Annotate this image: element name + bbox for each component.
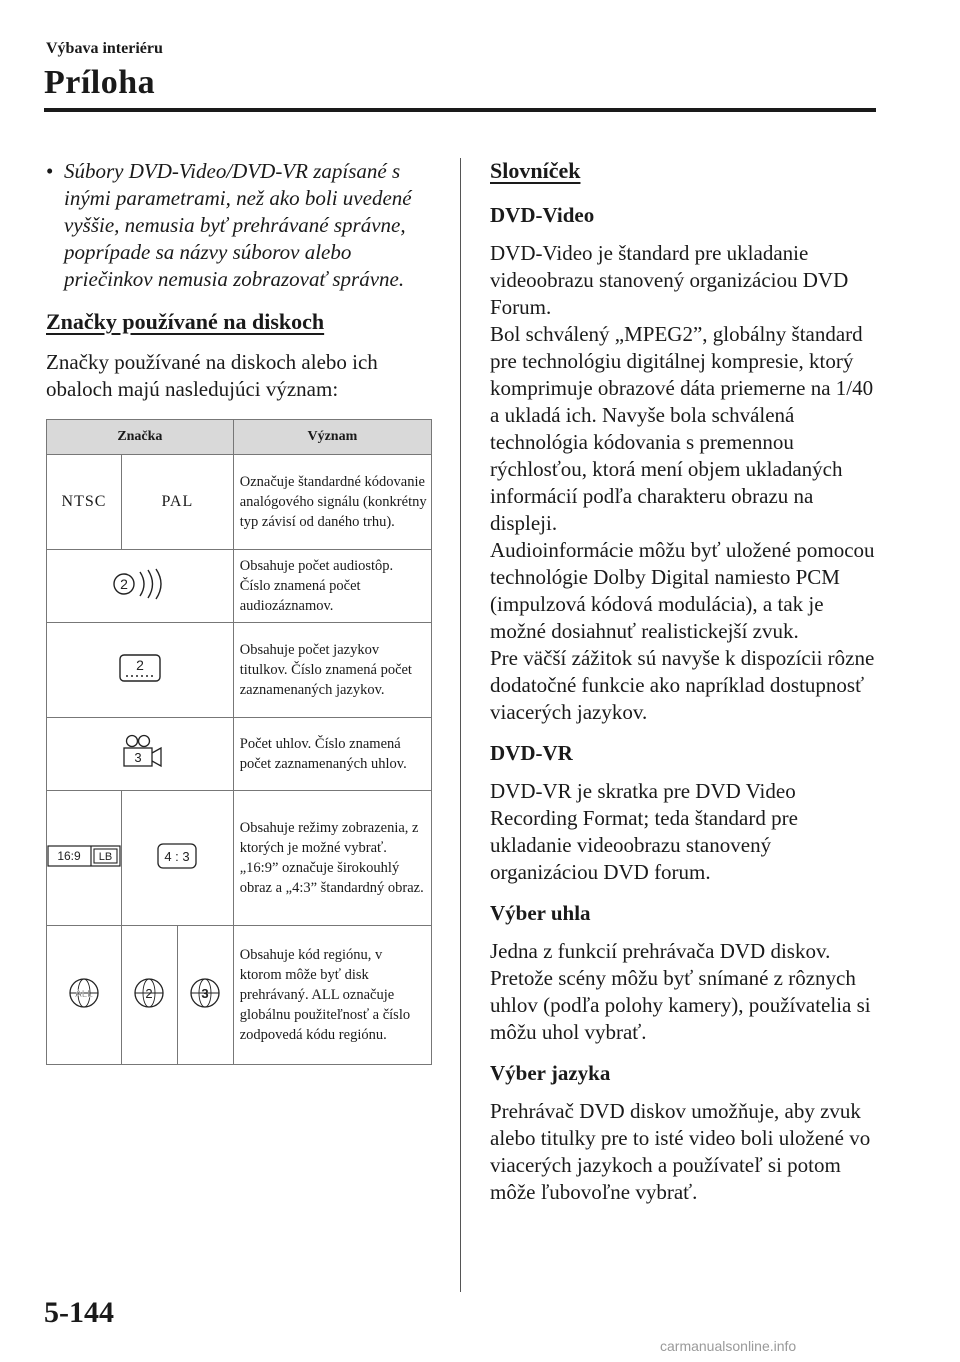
definition-angle-selection: Jedna z funkcií prehrávača DVD diskov. Pretože scény môžu byť snímané z rôznych uhlov (podľa polohy kamery), používatelia si môžu uhol vybrať.	[490, 939, 871, 1044]
table-cell-meaning: Obsahuje kód regiónu, v ktorom môže byť disk prehrávaný. ALL označuje globálnu použiteľnosť a číslo zodpovedá kódu regiónu.	[233, 926, 431, 1065]
watermark: carmanualsonline.info	[660, 1338, 797, 1354]
table-row	[47, 791, 432, 926]
svg-text:16:9: 16:9	[57, 848, 81, 863]
marks-heading: Značky používané na diskoch	[46, 309, 325, 334]
header-rule	[44, 108, 876, 112]
svg-text:2: 2	[135, 656, 144, 673]
term-dvd-vr: DVD-VR	[490, 741, 573, 765]
table-cell-meaning: Obsahuje počet jazykov titulkov. Číslo znamená počet zaznamenaných jazykov.	[233, 623, 431, 718]
pal-mark: PAL	[122, 455, 234, 550]
term-language-selection: Výber jazyka	[490, 1061, 611, 1085]
region-all-icon	[47, 926, 122, 1065]
definition-language-selection: Prehrávač DVD diskov umožňuje, aby zvuk alebo titulky pre to isté video boli uložené vo viacerých jazykoch a používateľ si potom môže ľubovoľne vybrať.	[490, 1099, 871, 1204]
left-column	[46, 158, 436, 1065]
bullet-note	[46, 158, 436, 293]
right-column	[490, 158, 880, 1206]
svg-text:2: 2	[145, 985, 154, 1001]
bullet-note-text: Súbory DVD-Video/DVD-VR zapísané s inými parametrami, než ako boli uvedené vyššie, nemusia byť prehrávané správne, poprípade sa názvy súborov alebo priečinkov nemusia zobrazovať správne.	[64, 159, 412, 291]
page-number: 5-144	[44, 1296, 114, 1329]
term-angle-selection: Výber uhla	[490, 901, 591, 925]
widescreen-letterbox-icon	[47, 791, 122, 926]
table-header-meaning: Význam	[233, 420, 431, 455]
term-dvd-video: DVD-Video	[490, 203, 595, 227]
table-row	[47, 550, 432, 623]
svg-text:4 : 3: 4 : 3	[164, 848, 191, 864]
page-title: Príloha	[44, 64, 156, 101]
marks-table	[46, 419, 432, 1065]
marks-intro: Značky používané na diskoch alebo ich obaloch majú nasledujúci význam:	[46, 350, 378, 401]
table-row	[47, 623, 432, 718]
standard-4-3-icon	[122, 791, 234, 926]
table-header-mark: Značka	[47, 420, 234, 455]
svg-text:ALL: ALL	[75, 988, 93, 1000]
table-cell-meaning: Označuje štandardné kódovanie analógového signálu (konkrétny typ závisí od daného trhu).	[233, 455, 431, 550]
ntsc-mark: NTSC	[47, 455, 122, 550]
table-cell-meaning: Počet uhlov. Číslo znamená počet zaznamenaných uhlov.	[233, 718, 431, 791]
svg-text:LB: LB	[98, 850, 113, 863]
region-3-icon	[177, 926, 233, 1065]
table-row	[47, 455, 432, 550]
svg-text:2: 2	[119, 575, 128, 592]
svg-text:3: 3	[201, 985, 209, 1001]
region-2-icon	[122, 926, 178, 1065]
definition-dvd-video: DVD-Video je štandard pre ukladanie videoobrazu stanovený organizáciou DVD Forum. Bol schválený „MPEG2”, globálny štandard pre technológiu digitálnej kompresie, ktorý komprimuje obrazové dáta priemerne na 1/40 a ukladá ich. Navyše bola schválená technológia kódovania s premennou rýchlosťou, ktorá mení objem ukladaných informácií podľa charakteru obrazu na displeji. Audioinformácie môžu byť uložené pomocou technológie Dolby Digital namiesto PCM (impulzová kódová modulácia), a tak je možné dosiahnuť realistickejší zvuk. Pre väčší zážitok sú navyše k dispozícii rôzne dodatočné funkcie ako napríklad dostupnosť viacerých jazykov.	[490, 241, 875, 724]
svg-text:3: 3	[134, 749, 142, 765]
table-row	[47, 926, 432, 1065]
section-label: Výbava interiéru	[46, 40, 163, 57]
table-cell-meaning: Obsahuje režimy zobrazenia, z ktorých je možné vybrať. „16:9” označuje širokouhlý obraz a „4:3” štandardný obraz.	[233, 791, 431, 926]
table-cell-meaning: Obsahuje počet audiostôp. Číslo znamená počet audiozáznamov.	[233, 550, 431, 623]
definition-dvd-vr: DVD-VR je skratka pre DVD Video Recording Format; teda štandard pre ukladanie videoobrazu stanovený organizáciou DVD forum.	[490, 779, 798, 884]
camera-angles-icon	[47, 718, 234, 791]
table-header-row	[47, 420, 432, 455]
table-row	[47, 718, 432, 791]
column-divider	[460, 158, 461, 1292]
subtitle-languages-icon	[47, 623, 234, 718]
bullet-dot-icon: •	[46, 159, 54, 183]
audio-tracks-icon	[47, 550, 234, 623]
glossary-heading: Slovníček	[490, 158, 581, 183]
